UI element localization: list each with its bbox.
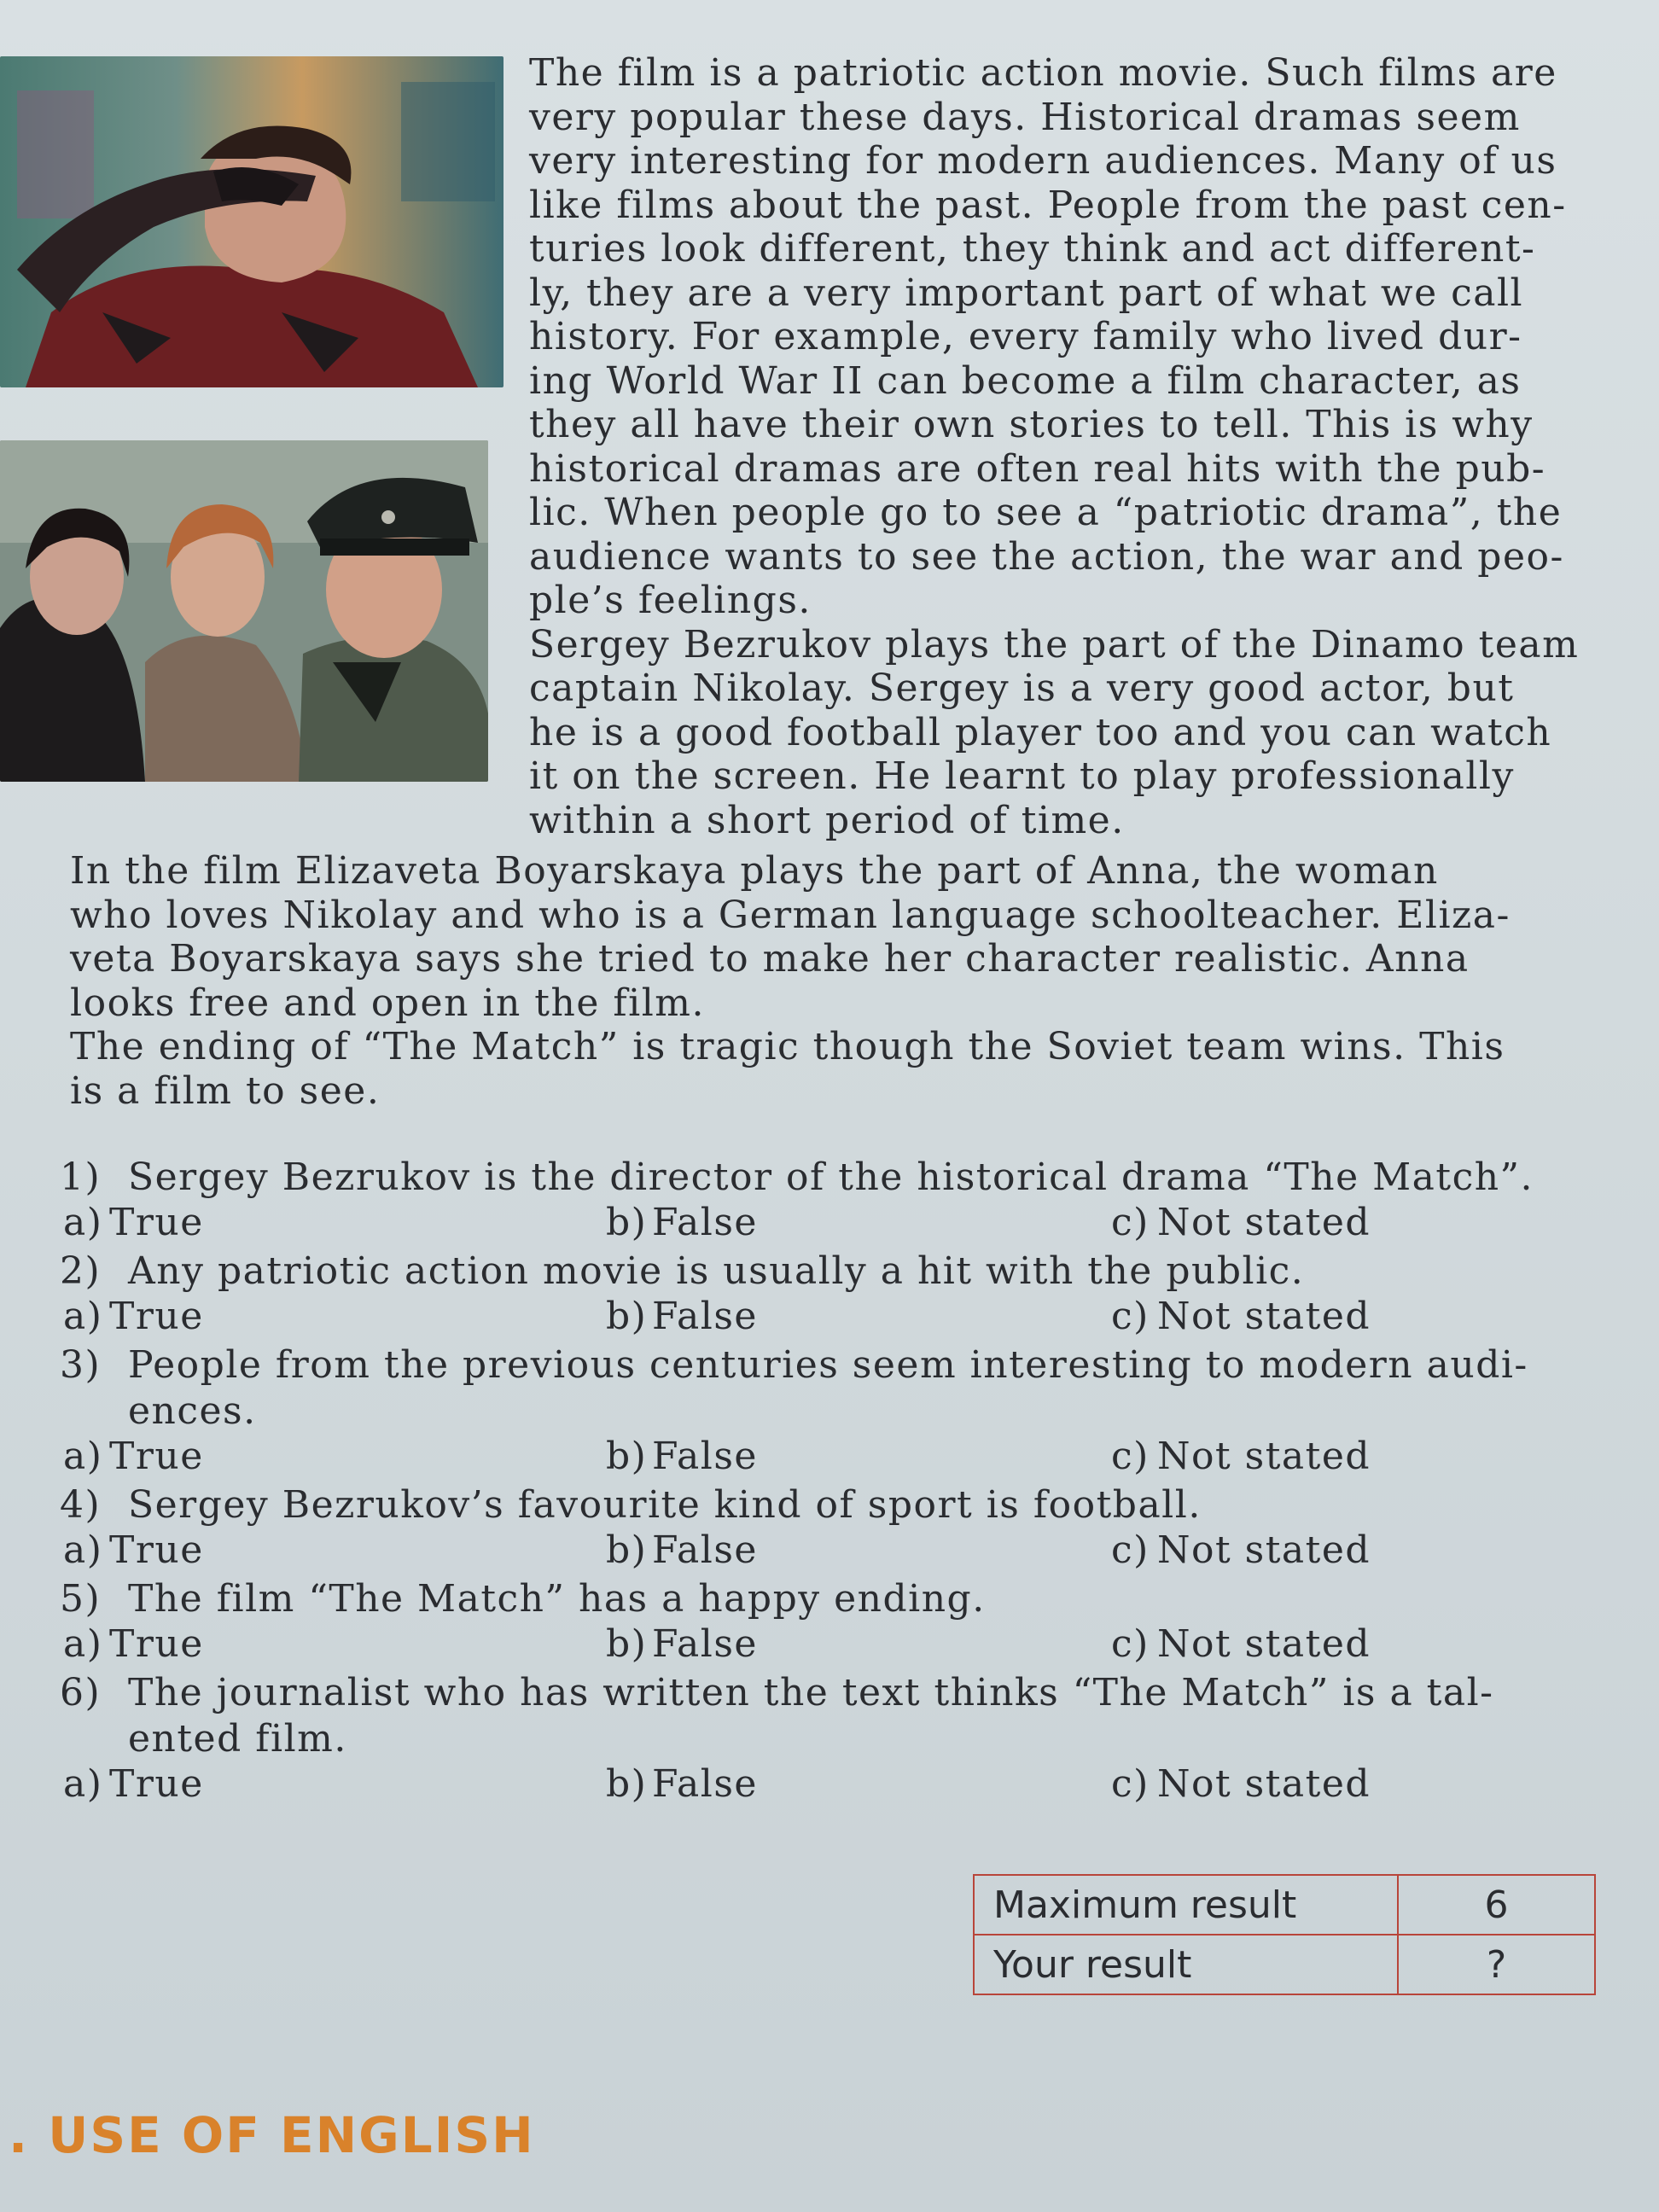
text-line: Sergey Bezrukov plays the part of the Dinamo team	[529, 622, 1580, 667]
text-line: ly, they are a very important part of what we call	[529, 271, 1524, 315]
text-line: who loves Nikolay and who is a German language schoolteacher. Eliza-	[70, 893, 1511, 937]
your-result-value[interactable]: ?	[1398, 1935, 1595, 1994]
answer-options	[60, 1201, 1613, 1247]
article-column-text	[529, 51, 1604, 842]
option-b[interactable]: b) False	[606, 1528, 758, 1572]
text-line: they all have their own stories to tell. This is why	[529, 403, 1534, 446]
question-statement	[60, 1482, 1613, 1528]
question-number: 2)	[60, 1249, 102, 1293]
question-1	[60, 1155, 1613, 1247]
question-number: 4)	[60, 1483, 102, 1527]
text-line: In the film Elizaveta Boyarskaya plays the part of Anna, the woman	[70, 849, 1439, 893]
option-a[interactable]: a) True	[63, 1622, 204, 1666]
question-text: Sergey Bezrukov’s favourite kind of sport is football.	[128, 1483, 1202, 1527]
question-number: 3)	[60, 1343, 102, 1387]
question-text: The film “The Match” has a happy ending.	[128, 1577, 986, 1621]
question-number: 6)	[60, 1671, 102, 1714]
text-line: ing World War II can become a film character, as	[529, 358, 1522, 403]
text-line: ple’s feelings.	[529, 579, 812, 622]
question-5	[60, 1576, 1613, 1668]
text-line: historical dramas are often real hits with the pub-	[529, 446, 1546, 491]
text-line: very interesting for modern audiences. Many of us	[529, 139, 1557, 183]
text-line: history. For example, every family who lived dur-	[529, 315, 1522, 358]
text-line: it on the screen. He learnt to play professionally	[529, 754, 1515, 798]
answer-options	[60, 1528, 1613, 1575]
text-line: he is a good football player too and you can watch	[529, 710, 1552, 754]
result-table	[973, 1874, 1596, 1995]
option-c[interactable]: c) Not stated	[1111, 1528, 1371, 1572]
option-b[interactable]: b) False	[606, 1435, 758, 1478]
text-line: within a short period of time.	[529, 798, 1125, 842]
table-row	[974, 1935, 1595, 1994]
text-line: looks free and open in the film.	[70, 981, 705, 1025]
text-line: captain Nikolay. Sergey is a very good actor, but	[529, 667, 1515, 710]
film-still-man-photo	[0, 56, 504, 387]
question-6	[60, 1670, 1613, 1808]
text-line: turies look different, they think and act different-	[529, 227, 1536, 271]
question-2	[60, 1249, 1613, 1341]
option-c[interactable]: c) Not stated	[1111, 1622, 1371, 1666]
table-row	[974, 1875, 1595, 1935]
option-a[interactable]: a) True	[63, 1201, 204, 1244]
question-number: 1)	[60, 1155, 102, 1199]
text-line: lic. When people go to see a “patriotic drama”, the	[529, 491, 1563, 534]
question-text: Sergey Bezrukov is the director of the historical drama “The Match”.	[128, 1155, 1534, 1199]
option-a[interactable]: a) True	[63, 1435, 204, 1478]
text-line: very popular these days. Historical dramas seem	[529, 95, 1521, 139]
answer-options	[60, 1622, 1613, 1668]
question-statement	[60, 1155, 1613, 1201]
text-line: The film is a patriotic action movie. Such films are	[529, 51, 1557, 95]
question-number: 5)	[60, 1577, 102, 1621]
question-4	[60, 1482, 1613, 1575]
question-text: The journalist who has written the text thinks “The Match” is a tal-	[128, 1671, 1494, 1714]
option-b[interactable]: b) False	[606, 1295, 758, 1338]
option-c[interactable]: c) Not stated	[1111, 1201, 1371, 1244]
text-line: veta Boyarskaya says she tried to make her character realistic. Anna	[70, 937, 1470, 981]
question-3	[60, 1342, 1613, 1481]
your-result-label: Your result	[974, 1935, 1398, 1994]
article-full-text	[70, 849, 1606, 1113]
question-statement	[60, 1249, 1613, 1295]
option-a[interactable]: a) True	[63, 1528, 204, 1572]
question-statement	[60, 1342, 1613, 1435]
answer-options	[60, 1435, 1613, 1481]
film-still-group-photo	[0, 440, 488, 782]
text-line: audience wants to see the action, the war and peo-	[529, 534, 1564, 579]
question-text: People from the previous centuries seem interesting to modern audi-	[128, 1343, 1528, 1387]
text-line: The ending of “The Match” is tragic though the Soviet team wins. This	[70, 1025, 1505, 1068]
option-c[interactable]: c) Not stated	[1111, 1762, 1371, 1806]
question-text-continued: ented film.	[128, 1717, 347, 1761]
option-b[interactable]: b) False	[606, 1622, 758, 1666]
option-c[interactable]: c) Not stated	[1111, 1295, 1371, 1338]
question-text: Any patriotic action movie is usually a hit with the public.	[128, 1249, 1305, 1293]
option-b[interactable]: b) False	[606, 1201, 758, 1244]
option-a[interactable]: a) True	[63, 1295, 204, 1338]
option-a[interactable]: a) True	[63, 1762, 204, 1806]
text-line: is a film to see.	[70, 1068, 381, 1113]
max-result-value: 6	[1398, 1875, 1595, 1935]
question-list	[60, 1155, 1613, 1810]
answer-options	[60, 1762, 1613, 1808]
option-c[interactable]: c) Not stated	[1111, 1435, 1371, 1478]
answer-options	[60, 1295, 1613, 1341]
question-statement	[60, 1670, 1613, 1762]
text-line: like films about the past. People from the past cen-	[529, 183, 1567, 227]
max-result-label: Maximum result	[974, 1875, 1398, 1935]
section-title: . USE OF ENGLISH	[9, 2106, 535, 2164]
question-text-continued: ences.	[128, 1389, 257, 1433]
question-statement	[60, 1576, 1613, 1622]
option-b[interactable]: b) False	[606, 1762, 758, 1806]
